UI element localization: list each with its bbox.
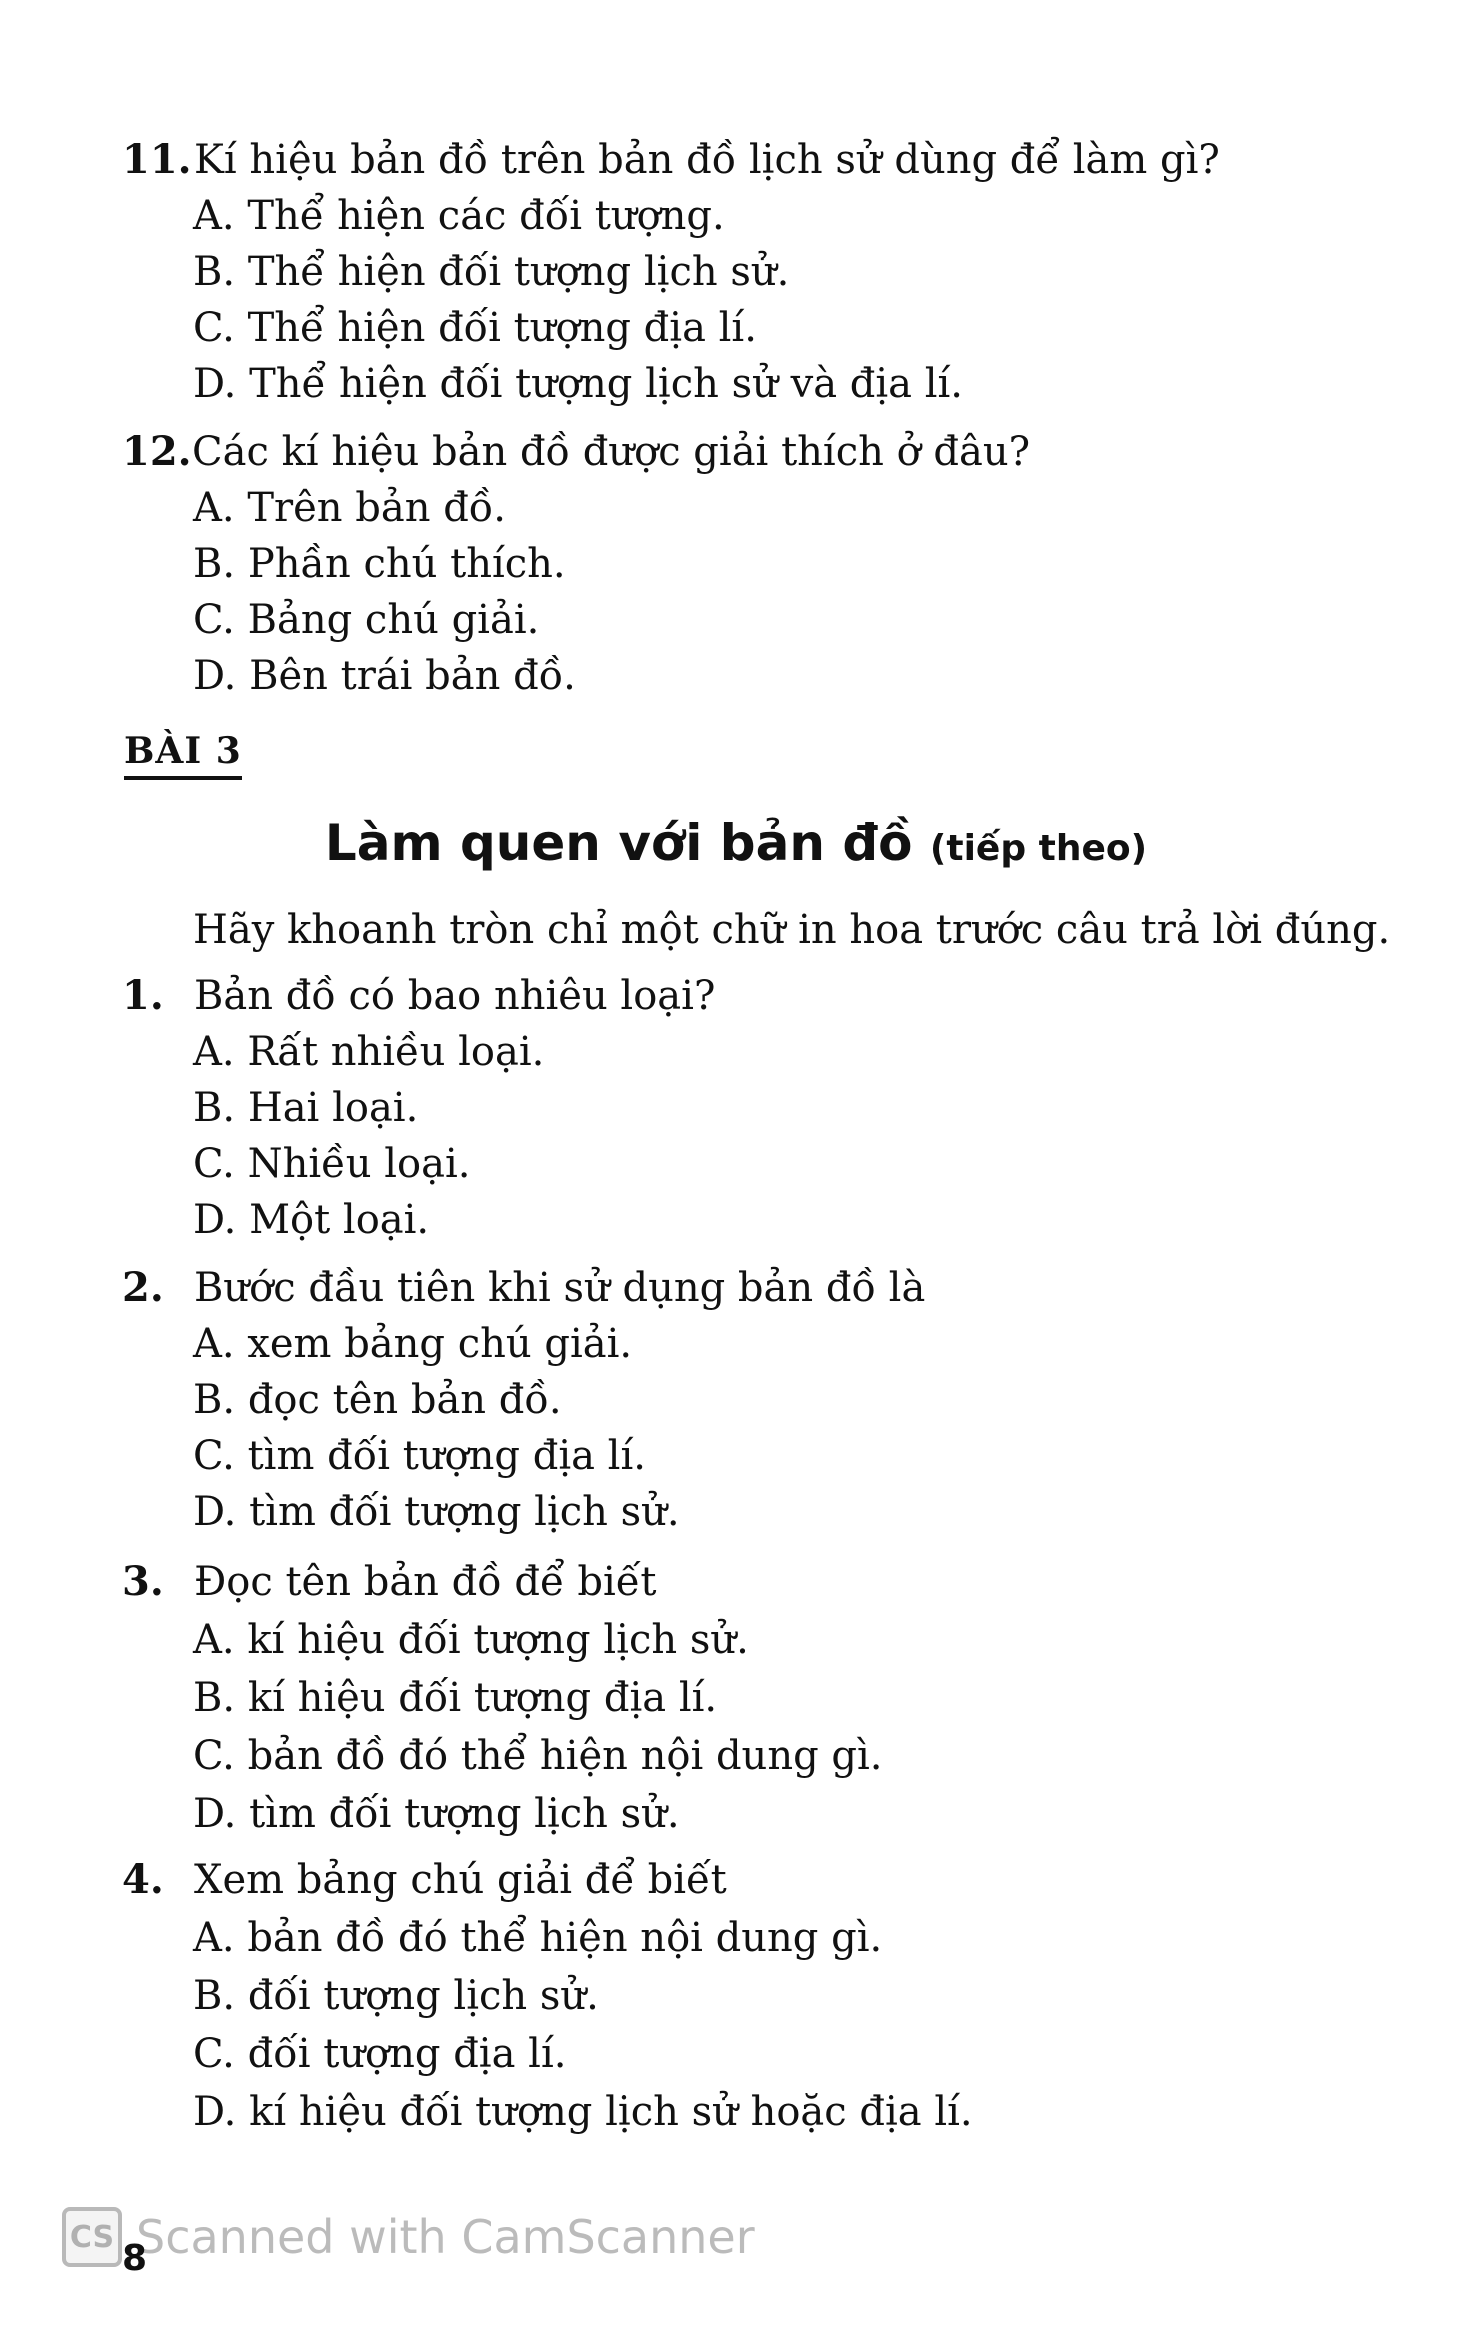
option-d: D. tìm đối tượng lịch sử. — [193, 1791, 680, 1837]
question-11 — [122, 132, 1220, 188]
option-c: C. Thể hiện đối tượng địa lí. — [193, 305, 757, 351]
watermark-text: Scanned with CamScanner — [136, 2210, 755, 2264]
option-b: B. đọc tên bản đồ. — [193, 1377, 562, 1423]
option-d: D. Bên trái bản đồ. — [193, 653, 576, 699]
question-text: Các kí hiệu bản đồ được giải thích ở đâu? — [192, 429, 1031, 475]
option-d: D. kí hiệu đối tượng lịch sử hoặc địa lí. — [193, 2089, 973, 2135]
question-number: 12. — [122, 428, 192, 475]
option-d: D. tìm đối tượng lịch sử. — [193, 1489, 680, 1535]
question-3 — [122, 1554, 656, 1610]
camscanner-logo-icon: CS — [62, 2207, 122, 2267]
question-text: Xem bảng chú giải để biết — [194, 1857, 727, 1903]
question-12 — [122, 424, 1030, 480]
option-a: A. kí hiệu đối tượng lịch sử. — [193, 1617, 749, 1663]
lesson-label: BÀI 3 — [124, 730, 242, 780]
question-2 — [122, 1260, 925, 1316]
option-c: C. đối tượng địa lí. — [193, 2031, 567, 2077]
question-text: Kí hiệu bản đồ trên bản đồ lịch sử dùng để làm gì? — [194, 137, 1220, 183]
question-1 — [122, 968, 715, 1024]
lesson-subtitle: (tiếp theo) — [929, 828, 1148, 869]
question-text: Đọc tên bản đồ để biết — [194, 1559, 657, 1605]
option-c: C. bản đồ đó thể hiện nội dung gì. — [193, 1733, 883, 1779]
option-b: B. đối tượng lịch sử. — [193, 1973, 599, 2019]
question-number: 11. — [122, 136, 192, 183]
option-d: D. Thể hiện đối tượng lịch sử và địa lí. — [193, 361, 964, 407]
option-a: A. xem bảng chú giải. — [193, 1321, 633, 1367]
option-b: B. Thể hiện đối tượng lịch sử. — [193, 249, 790, 295]
lesson-title — [0, 808, 1472, 884]
option-c: C. tìm đối tượng địa lí. — [193, 1433, 646, 1479]
option-a: A. Thể hiện các đối tượng. — [193, 193, 725, 239]
question-number: 1. — [122, 972, 164, 1019]
option-b: B. Hai loại. — [193, 1085, 419, 1131]
page-number: 8 — [122, 2238, 148, 2279]
option-a: A. Trên bản đồ. — [193, 485, 506, 531]
option-a: A. bản đồ đó thể hiện nội dung gì. — [193, 1915, 883, 1961]
camscanner-watermark — [62, 2202, 755, 2272]
question-number: 3. — [122, 1558, 164, 1605]
option-b: B. Phần chú thích. — [193, 541, 566, 587]
option-c: C. Nhiều loại. — [193, 1141, 471, 1187]
question-text: Bản đồ có bao nhiêu loại? — [194, 973, 716, 1019]
option-b: B. kí hiệu đối tượng địa lí. — [193, 1675, 718, 1721]
lesson-title-main: Làm quen với bản đồ — [324, 814, 913, 872]
option-a: A. Rất nhiều loại. — [193, 1029, 545, 1075]
option-d: D. Một loại. — [193, 1197, 430, 1243]
question-text: Bước đầu tiên khi sử dụng bản đồ là — [194, 1265, 926, 1311]
option-c: C. Bảng chú giải. — [193, 597, 540, 643]
question-number: 4. — [122, 1856, 164, 1903]
question-4 — [122, 1852, 727, 1908]
lesson-instruction: Hãy khoanh tròn chỉ một chữ in hoa trước câu trả lời đúng. — [193, 907, 1391, 953]
question-number: 2. — [122, 1264, 164, 1311]
